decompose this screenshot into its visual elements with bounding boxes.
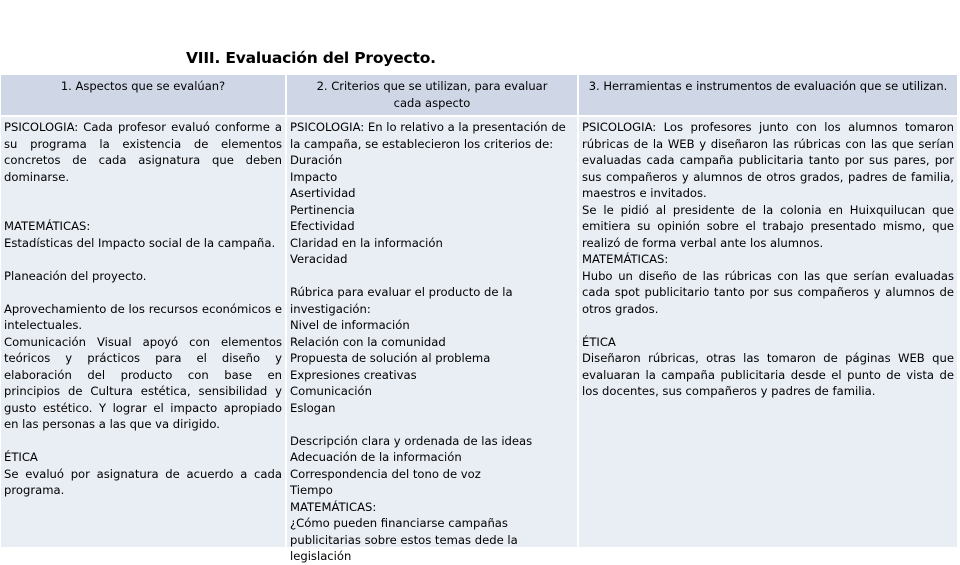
herramienta-etica-label: ÉTICA xyxy=(582,334,616,349)
criterio-item: Duración xyxy=(290,153,343,167)
criterio-item: Claridad en la información xyxy=(290,235,443,250)
herramienta-presidente: Se le pidió al presidente de la colonia en Huixquilucan que emitiera su opinión sobre el trabajo presentado mismo, que realizó de forma verbal ante los alumnos. xyxy=(582,202,954,250)
aspecto-etica-label: ÉTICA xyxy=(4,450,38,464)
header-aspectos: 1. Aspectos que se evalúan? xyxy=(1,75,285,115)
rubrica-item: Expresiones creativas xyxy=(290,367,417,382)
extra-item: Descripción clara y ordenada de las ideas xyxy=(290,433,533,448)
aspecto-planeacion: Planeación del proyecto. xyxy=(4,268,147,283)
cell-herramientas xyxy=(579,117,957,547)
rubrica-item: Comunicación xyxy=(290,384,372,398)
cell-criterios xyxy=(287,117,577,563)
cell-aspectos xyxy=(1,117,285,547)
aspecto-psicologia: PSICOLOGIA: Cada profesor evaluó conforme a su programa la existencia de elementos concretos de cada asignatura que deben dominarse. xyxy=(4,120,282,184)
criterio-item: Pertinencia xyxy=(290,202,355,217)
rubrica-item: Eslogan xyxy=(290,400,336,415)
evaluation-table xyxy=(0,74,958,563)
aspecto-matematicas-label: MATEMÁTICAS: xyxy=(4,219,91,233)
rubrica-item: Nivel de información xyxy=(290,318,410,332)
criterio-item: Efectividad xyxy=(290,219,355,233)
herramienta-etica: Diseñaron rúbricas, otras las tomaron de páginas WEB que evaluaran la campaña publicitaria desde el punto de vista de los docentes, sus compañeros y padres de familia. xyxy=(582,351,954,398)
herramienta-psicologia: PSICOLOGIA: Los profesores junto con los alumnos tomaron rúbricas de la WEB y diseñaron las rúbricas con las que serían evaluadas cada campaña publicitaria tanto por sus pares, por sus compañeros y alumnos de otros grados, padres de familia, maestros e invitados. xyxy=(582,120,954,200)
rubrica-heading: Rúbrica para evaluar el producto de la investigación: xyxy=(290,285,513,316)
page-title: VIII. Evaluación del Proyecto. xyxy=(186,49,436,67)
extra-item: Tiempo xyxy=(290,483,333,497)
criterio-item: Veracidad xyxy=(290,252,348,266)
criterio-matematicas: ¿Cómo pueden financiarse campañas publicitarias sobre estos temas dede la legislación xyxy=(290,516,518,563)
criterio-item: Asertividad xyxy=(290,186,356,200)
herramienta-matematicas-label: MATEMÁTICAS: xyxy=(582,252,669,266)
extra-item: Correspondencia del tono de voz xyxy=(290,466,481,481)
criterio-item: Impacto xyxy=(290,169,338,184)
aspecto-etica: Se evaluó por asignatura de acuerdo a cada programa. xyxy=(4,466,282,497)
header-criterios: 2. Criterios que se utilizan, para evaluar cada aspecto xyxy=(287,75,577,115)
rubrica-item: Relación con la comunidad xyxy=(290,334,446,349)
herramienta-matematicas: Hubo un diseño de las rúbricas con las que serían evaluadas cada spot publicitario tanto por sus compañeros y alumnos de otros grados. xyxy=(582,268,954,316)
criterio-psicologia: PSICOLOGIA: En lo relativo a la presentación de la campaña, se establecieron los criterios de: xyxy=(290,120,566,151)
extra-item: Adecuación de la información xyxy=(290,450,462,464)
aspecto-matematicas: Estadísticas del Impacto social de la campaña. xyxy=(4,235,276,250)
header-herramientas: 3. Herramientas e instrumentos de evaluación que se utilizan. xyxy=(579,75,957,115)
aspecto-comunicacion: Comunicación Visual apoyó con elementos teóricos y prácticos para el diseño y elaboración del producto con base en principios de Cultura estética, sensibilidad y gusto estético. Y lograr el impacto apropiado en las personas a las que va dirigido. xyxy=(4,334,282,431)
aspecto-aprovechamiento: Aprovechamiento de los recursos económicos e intelectuales. xyxy=(4,301,282,332)
criterio-matematicas-label: MATEMÁTICAS: xyxy=(290,499,377,514)
rubrica-item: Propuesta de solución al problema xyxy=(290,351,491,365)
